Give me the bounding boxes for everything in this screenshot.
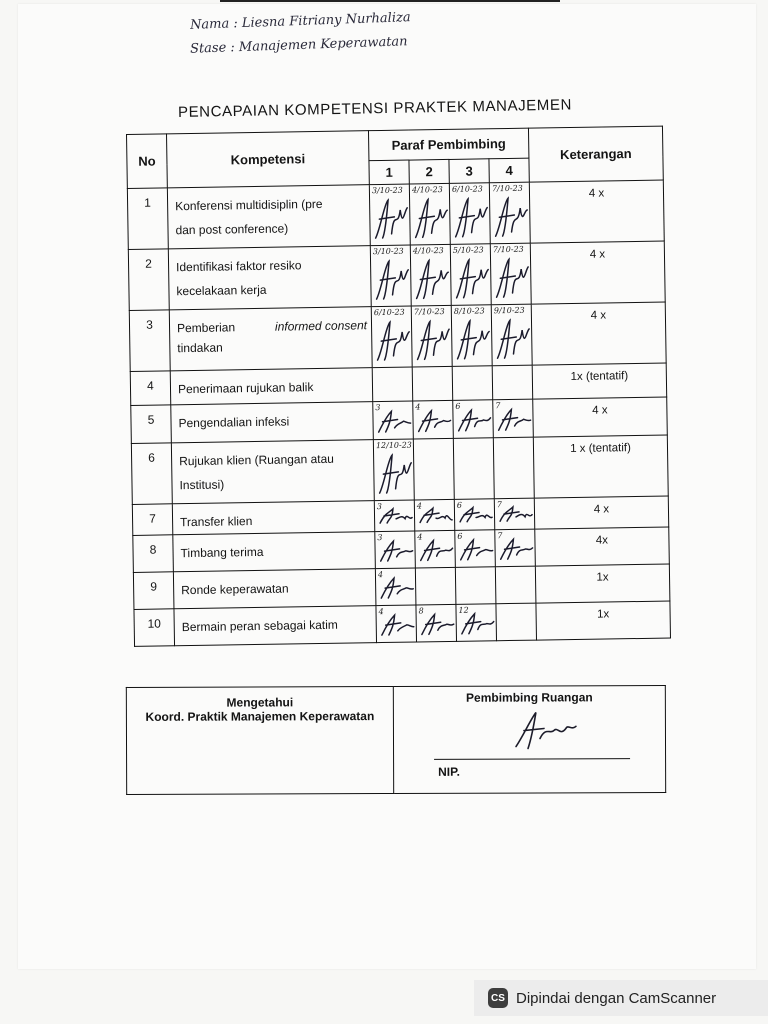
row-competency xyxy=(169,307,372,371)
signature-date: 8/10-23 xyxy=(453,306,485,316)
approval-box xyxy=(126,685,666,795)
competency-line-1 xyxy=(182,612,372,639)
row-keterangan: 4x xyxy=(535,527,670,566)
paraf-cell-4 xyxy=(495,566,536,604)
page-top-edge xyxy=(220,0,560,2)
competency-text: Konferensi multidisiplin (pre xyxy=(175,196,323,214)
row-number: 10 xyxy=(134,609,175,647)
header-paraf: Paraf Pembimbing xyxy=(368,128,528,161)
header-kompetensi: Kompetensi xyxy=(167,131,370,188)
row-keterangan: 1x (tentatif) xyxy=(532,363,667,399)
competency-line-1 xyxy=(178,408,368,435)
row-number: 9 xyxy=(133,572,174,610)
row-keterangan: 4 x xyxy=(533,397,668,437)
header-keterangan: Keterangan xyxy=(528,126,663,182)
paraf-cell-4 xyxy=(493,437,534,499)
nip-label: NIP. xyxy=(438,764,460,779)
paraf-cell-3 xyxy=(449,183,490,245)
stase-label: Stase xyxy=(189,40,227,57)
row-number: 5 xyxy=(131,405,172,444)
row-number: 4 xyxy=(130,371,171,406)
row-keterangan: 1 x (tentatif) xyxy=(533,435,668,498)
name-value: : Liesna Fitriany Nurhaliza xyxy=(233,10,411,32)
approval-left-heading: Mengetahui xyxy=(226,695,294,710)
stase-value: : Manajemen Keperawatan xyxy=(230,34,408,56)
competency-line-1 xyxy=(179,446,369,473)
row-number: 6 xyxy=(131,443,172,505)
paraf-cell-1 xyxy=(370,245,411,307)
paraf-cell-2 xyxy=(415,567,456,605)
signature-date: 6/10-23 xyxy=(451,184,483,194)
row-keterangan: 4 x xyxy=(530,241,665,304)
paraf-cell-1 xyxy=(369,184,410,246)
paraf-cell-3 xyxy=(455,530,496,568)
approval-left-role: Koord. Praktik Manajemen Keperawatan xyxy=(145,709,375,724)
competency-text: Ronde keperawatan xyxy=(181,581,289,598)
signature-date: 12/10-23 xyxy=(375,440,412,451)
document-title: PENCAPAIAN KOMPETENSI PRAKTEK MANAJEMEN xyxy=(177,96,573,121)
row-number: 7 xyxy=(132,504,172,536)
paraf-cell-1 xyxy=(373,439,414,501)
row-competency xyxy=(170,368,373,405)
row-number: 8 xyxy=(133,535,174,573)
paraf-cell-4 xyxy=(492,365,533,400)
row-competency xyxy=(174,606,377,646)
paraf-cell-2 xyxy=(409,183,450,245)
row-keterangan: 4 x xyxy=(534,496,668,529)
row-competency xyxy=(167,185,370,249)
paraf-cell-1 xyxy=(374,500,414,532)
competency-line-1 xyxy=(180,538,370,565)
paraf-cell-2 xyxy=(411,305,452,367)
competency-table xyxy=(126,126,671,647)
row-competency xyxy=(171,402,374,443)
signature-date: 3 xyxy=(377,533,383,543)
row-keterangan: 4 x xyxy=(531,302,666,365)
row-number: 3 xyxy=(129,310,170,372)
table-row xyxy=(131,435,668,504)
paraf-cell-3 xyxy=(452,366,493,401)
table-row xyxy=(127,180,664,249)
signature-date: 8 xyxy=(418,606,424,616)
paraf-cell-3 xyxy=(451,305,492,367)
row-number: 1 xyxy=(127,188,168,250)
paraf-cell-4 xyxy=(493,399,534,438)
paraf-cell-4 xyxy=(494,498,534,530)
competency-line-2: Institusi) xyxy=(179,477,225,493)
signature-date: 7/10-23 xyxy=(413,307,445,317)
paraf-cell-3 xyxy=(454,499,494,531)
table-row xyxy=(128,241,665,310)
paraf-cell-2 xyxy=(410,244,451,306)
row-competency xyxy=(172,501,374,535)
paraf-cell-2 xyxy=(413,438,454,500)
competency-text: Identifikasi faktor resiko xyxy=(175,258,302,275)
signature-date: 4 xyxy=(415,402,421,412)
name-label: Nama xyxy=(189,16,230,33)
signature-date: 7 xyxy=(495,401,501,411)
row-competency xyxy=(171,440,374,504)
competency-text: Timbang terima xyxy=(180,544,264,561)
paraf-cell-3 xyxy=(456,604,497,642)
competency-line-1 xyxy=(180,507,370,534)
paraf-cell-1 xyxy=(375,531,416,569)
header-no: No xyxy=(127,134,168,189)
competency-line-1 xyxy=(181,575,371,602)
signature-date: 6 xyxy=(455,401,461,411)
signature-date: 6 xyxy=(457,531,463,541)
paraf-cell-1 xyxy=(375,568,416,606)
paraf-cell-2 xyxy=(415,530,456,568)
paraf-cell-4 xyxy=(489,182,530,244)
paraf-cell-2 xyxy=(414,499,454,531)
paraf-cell-3 xyxy=(453,438,494,500)
signature-date: 4/10-23 xyxy=(411,185,443,195)
competency-text: Bermain peran sebagai katim xyxy=(181,617,338,635)
paraf-cell-2 xyxy=(416,604,457,642)
camscanner-logo-icon: CS xyxy=(488,988,508,1008)
paraf-cell-4 xyxy=(491,304,532,366)
competency-text: Pengendalian infeksi xyxy=(178,414,290,431)
signature-date: 9/10-23 xyxy=(493,305,525,316)
competency-line-1 xyxy=(178,374,368,401)
signature-line xyxy=(434,758,630,760)
table-row xyxy=(129,302,666,371)
paraf-cell-2 xyxy=(413,400,454,439)
paraf-cell-1 xyxy=(373,401,414,440)
signature-date: 4 xyxy=(378,607,384,617)
paraf-cell-3 xyxy=(450,244,491,306)
paraf-cell-3 xyxy=(455,567,496,605)
table-row xyxy=(134,601,671,646)
paraf-cell-4 xyxy=(495,529,536,567)
signature-date: 4 xyxy=(416,501,423,511)
competency-italic-text: informed consent xyxy=(274,318,368,334)
row-keterangan: 4 x xyxy=(529,180,664,243)
row-competency xyxy=(173,532,376,572)
competency-line-1 xyxy=(177,313,367,340)
signature-date: 3 xyxy=(376,502,383,512)
signature-date: 12 xyxy=(458,605,469,615)
signature-date: 4 xyxy=(377,570,384,580)
row-number: 2 xyxy=(128,249,169,311)
signature-date: 7 xyxy=(496,500,503,510)
signature-date: 6 xyxy=(456,500,463,510)
competency-text: Transfer klien xyxy=(179,514,253,530)
signature-date: 3/10-23 xyxy=(371,185,403,196)
approval-right xyxy=(393,686,665,794)
row-keterangan: 1x xyxy=(536,601,671,640)
signature-date: 6/10-23 xyxy=(373,307,405,318)
competency-text: Rujukan klien (Ruangan atau xyxy=(179,451,335,469)
signature-date: 3 xyxy=(375,403,381,413)
paraf-cell-1 xyxy=(372,367,413,402)
header-paraf-4: 4 xyxy=(489,158,529,183)
competency-line-1 xyxy=(176,252,366,279)
paraf-cell-1 xyxy=(371,306,412,368)
paraf-cell-1 xyxy=(376,605,417,643)
competency-line-2: tindakan xyxy=(177,340,223,356)
header-paraf-2: 2 xyxy=(409,159,449,184)
camscanner-label: Dipindai dengan CamScanner xyxy=(516,989,717,1007)
supervisor-signature xyxy=(510,708,580,752)
row-competency xyxy=(173,569,376,609)
row-keterangan: 1x xyxy=(535,564,670,603)
header-paraf-1: 1 xyxy=(369,160,409,185)
approval-left xyxy=(126,687,393,795)
signature-date: 5/10-23 xyxy=(452,245,484,255)
competency-text: Penerimaan rujukan balik xyxy=(177,380,314,397)
paraf-cell-4 xyxy=(490,243,531,305)
paraf-cell-4 xyxy=(496,603,537,641)
competency-line-1 xyxy=(175,191,365,218)
competency-line-2: kecelakaan kerja xyxy=(176,282,267,299)
signature-date: 4 xyxy=(417,532,423,542)
header-paraf-3: 3 xyxy=(449,159,489,184)
camscanner-badge xyxy=(474,980,768,1016)
signature-date: 7/10-23 xyxy=(492,244,524,255)
signature-date: 4/10-23 xyxy=(412,246,444,256)
row-competency xyxy=(168,246,371,310)
competency-text: Pemberian xyxy=(176,320,236,336)
approval-right-heading: Pembimbing Ruangan xyxy=(465,690,593,705)
signature-date: 7/10-23 xyxy=(491,183,523,194)
signature-date: 7 xyxy=(497,531,503,541)
competency-line-2: dan post conference) xyxy=(175,221,289,238)
signature-date: 3/10-23 xyxy=(372,246,404,257)
paraf-cell-3 xyxy=(453,400,494,439)
paraf-cell-2 xyxy=(412,366,453,401)
